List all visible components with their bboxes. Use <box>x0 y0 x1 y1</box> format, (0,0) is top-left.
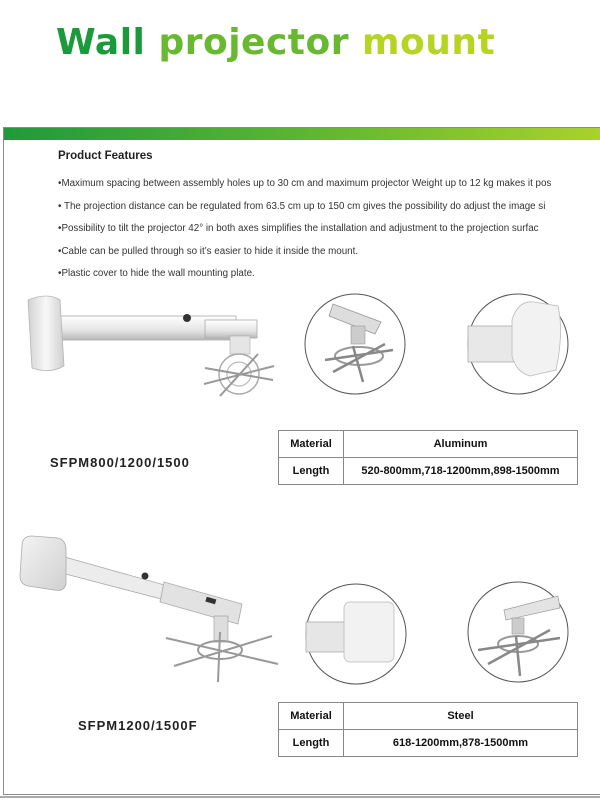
product-2-spec-table <box>278 702 578 757</box>
product-1-spec-table <box>278 430 578 485</box>
table-row <box>279 703 578 730</box>
product-2-mount-illustration <box>14 524 284 686</box>
length-label: Length <box>279 458 344 485</box>
product-1-pivot-detail <box>303 292 407 396</box>
material-value: Steel <box>344 703 578 730</box>
product-2-wallplate-detail <box>304 582 408 686</box>
title-word-wall: Wall <box>56 22 146 63</box>
feature-item: • Plastic cover to hide the wall mounting plate. <box>58 267 551 290</box>
length-value: 520-800mm,718-1200mm,898-1500mm <box>344 458 578 485</box>
green-gradient-bar <box>4 128 600 140</box>
material-value: Aluminum <box>344 431 578 458</box>
material-label: Material <box>279 703 344 730</box>
table-row <box>279 730 578 757</box>
feature-list <box>58 177 551 290</box>
table-row <box>279 431 578 458</box>
table-row <box>279 458 578 485</box>
product-2-model: SFPM1200/1500F <box>78 718 198 733</box>
page-title <box>56 22 495 63</box>
product-1-mount-illustration <box>20 292 290 404</box>
title-word-mount: mount <box>362 22 496 63</box>
bottom-divider <box>0 796 600 798</box>
material-label: Material <box>279 431 344 458</box>
feature-item: • Maximum spacing between assembly holes up to 30 cm and maximum projector Weight up to 12 kg makes it pos <box>58 177 551 200</box>
length-label: Length <box>279 730 344 757</box>
product-1-wallplate-detail <box>466 292 570 396</box>
feature-item: • The projection distance can be regulated from 63.5 cm up to 150 cm gives the possibility do adjust the image si <box>58 200 551 223</box>
product-1-model: SFPM800/1200/1500 <box>50 455 190 470</box>
title-word-projector: projector <box>158 22 349 63</box>
feature-item: • Possibility to tilt the projector 42° in both axes simplifies the installation and adjustment to the projection surfac <box>58 222 551 245</box>
length-value: 618-1200mm,878-1500mm <box>344 730 578 757</box>
product-2-pivot-detail <box>466 580 570 684</box>
feature-item: • Cable can be pulled through so it’s easier to hide it inside the mount. <box>58 245 551 268</box>
product-features-heading: Product Features <box>58 150 153 162</box>
